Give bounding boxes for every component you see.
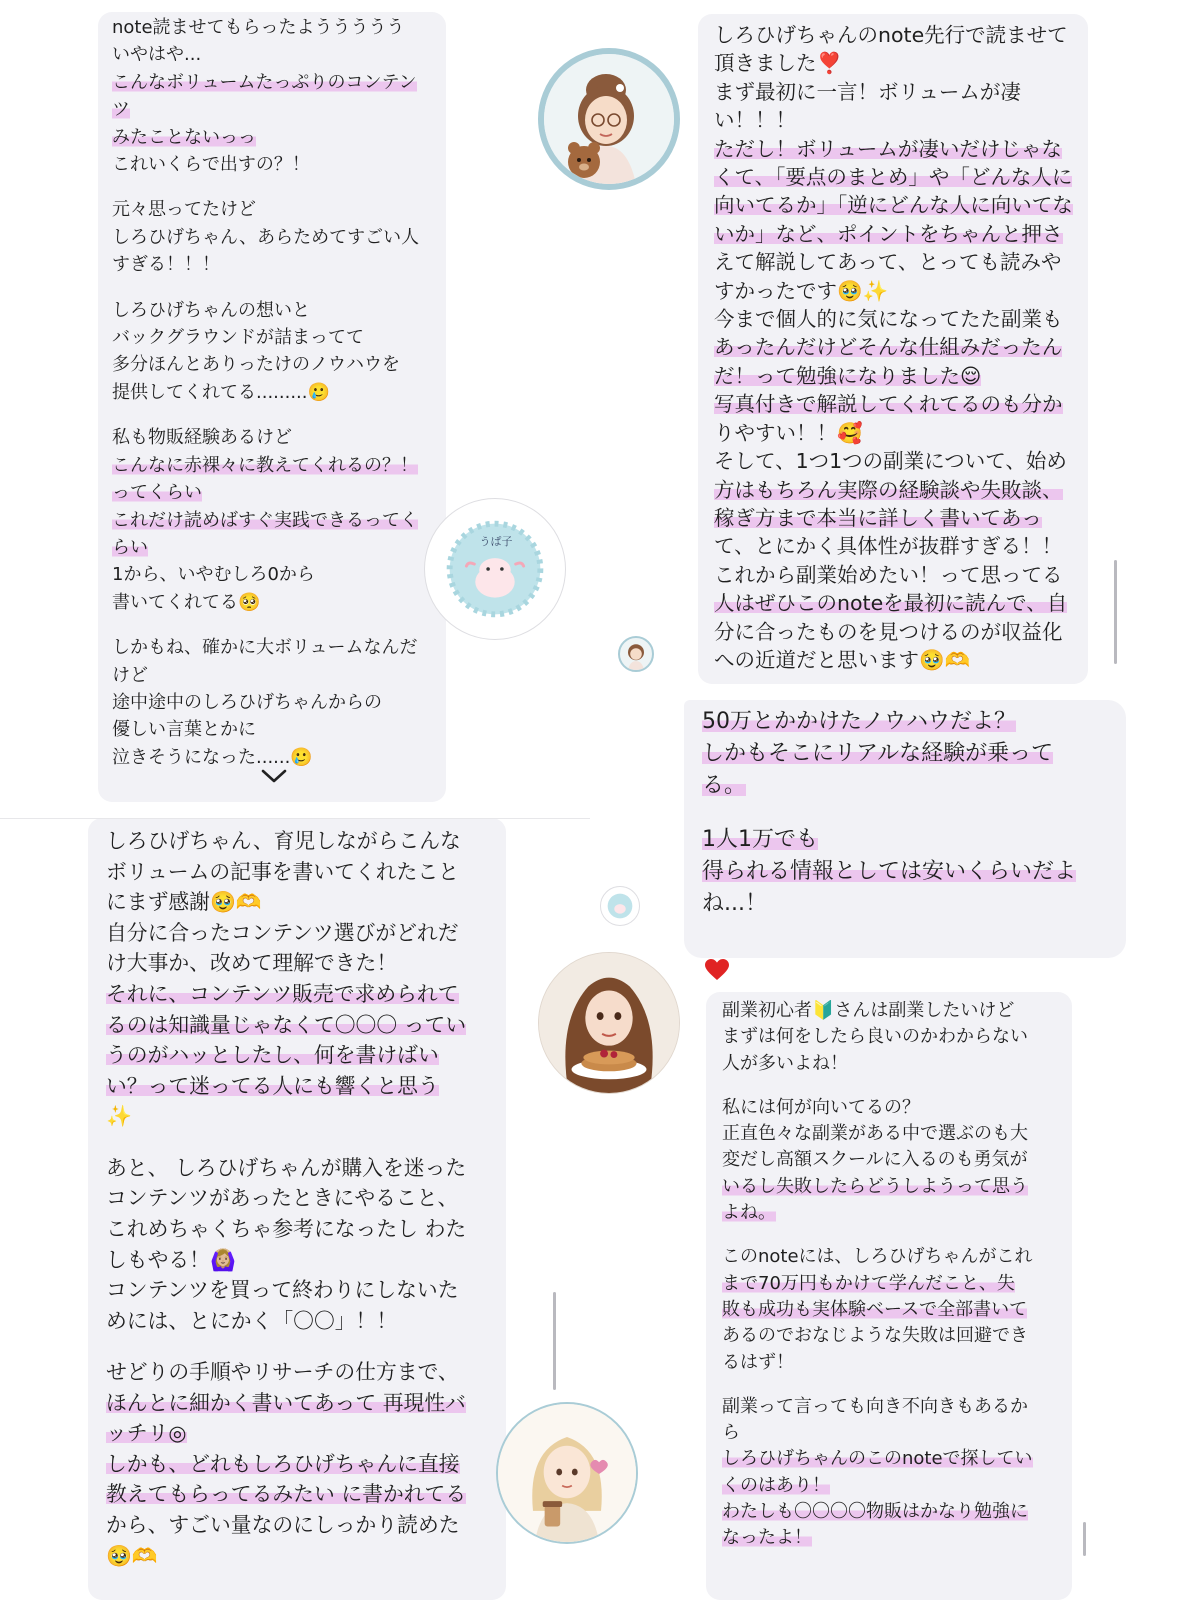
message-text: にまず感謝🥹🫶 (106, 890, 262, 915)
highlighted-text: まで70万円もかけて学んだこと、失 (722, 1272, 1015, 1294)
message-line (112, 561, 432, 588)
message-bubble-right-top[interactable] (698, 14, 1088, 684)
message-text: 副業って言っても向き不向きもあるか (722, 1395, 1028, 1417)
message-text: そして、1つ1つの副業について、始め (714, 449, 1067, 474)
message-line (106, 1132, 488, 1153)
message-line (722, 1174, 1056, 1200)
message-line (714, 419, 1072, 447)
message-text: しろひげちゃんの想いと (112, 299, 310, 321)
message-line (106, 1357, 488, 1388)
message-text: 元々思ってたけど (112, 199, 256, 221)
message-text: 優しい言葉とかに (112, 719, 256, 741)
message-line (112, 662, 432, 689)
message-line (112, 589, 432, 616)
message-line (112, 251, 432, 278)
message-line (722, 1473, 1056, 1499)
highlighted-text: 得られる情報としては安いくらいだよ (702, 859, 1077, 884)
message-line (722, 998, 1056, 1024)
highlighted-text: それに、コンテンツ販売で求められて (106, 981, 459, 1006)
message-text: りやすい！！🥰 (714, 420, 863, 445)
message-line (714, 305, 1072, 333)
message-line (722, 1024, 1056, 1050)
message-line (106, 1040, 488, 1071)
message-line (106, 1183, 488, 1214)
message-line (106, 1479, 488, 1510)
message-line (714, 476, 1072, 504)
message-text: めには、とにかく「〇〇」！！ (106, 1308, 398, 1333)
highlighted-text: ほんとに細かく書いてあって 再現性バ (106, 1390, 466, 1415)
message-line (714, 191, 1072, 219)
highlighted-text: る。 (702, 773, 747, 798)
message-line (722, 1420, 1056, 1446)
message-line (722, 1147, 1056, 1173)
highlighted-text: いるし失敗したらどうしようって思う (722, 1175, 1028, 1197)
message-text: ね...！ (702, 891, 767, 916)
message-line (714, 362, 1072, 390)
message-line (112, 279, 432, 297)
message-line (112, 507, 432, 534)
message-line (112, 424, 432, 451)
message-line (106, 826, 488, 857)
message-line (112, 716, 432, 743)
message-line (106, 1245, 488, 1276)
message-text: まず最初に一言！ボリュームが凄 (714, 79, 1021, 104)
message-line (112, 96, 432, 123)
message-line (702, 824, 1108, 856)
message-text: しろひげちゃん、育児しながらこんな (106, 829, 461, 853)
message-line (722, 1394, 1056, 1420)
message-line (702, 738, 1108, 770)
message-text: バックグラウンドが詰まってて (112, 327, 364, 349)
message-line (714, 163, 1072, 191)
message-text: 書いてくれてる🥺 (112, 591, 261, 613)
message-bubble-left-bottom[interactable] (88, 818, 506, 1600)
message-line (722, 1226, 1056, 1244)
message-line (722, 1525, 1056, 1551)
message-text: ら (722, 1422, 740, 1444)
message-line (702, 770, 1108, 802)
highlighted-text: こんなボリュームたっぷりのコンテン (112, 71, 417, 93)
message-text: 頂きました❣️ (714, 51, 843, 76)
message-line (112, 452, 432, 479)
message-text: まずは何をしたら良いのかわからない (722, 1026, 1028, 1048)
highlighted-text: らい (112, 536, 148, 558)
message-text: 🥹🫶 (106, 1543, 158, 1568)
message-line (112, 297, 432, 324)
message-line (702, 888, 1108, 920)
highlighted-text: くのはあり！ (722, 1474, 830, 1496)
highlighted-text: しかもそこにリアルな経験が乗って (702, 741, 1054, 766)
message-line (702, 706, 1108, 738)
message-text: すかったです🥹✨ (714, 278, 889, 303)
avatar-axolotl-badge[interactable] (424, 498, 566, 640)
message-line (714, 135, 1072, 163)
highlighted-text: い？って迷ってる人にも響くと思う (106, 1073, 439, 1098)
avatar-small-axolotl[interactable] (600, 886, 640, 926)
message-line (106, 1541, 488, 1572)
message-line (112, 151, 432, 178)
message-text: ボリュームの記事を書いてくれたこと (106, 859, 459, 884)
scrollbar-middle[interactable] (553, 1292, 556, 1390)
highlighted-text: るのは知識量じゃなくて〇〇〇 ってい (106, 1012, 467, 1037)
highlighted-text: あったんだけどそんな仕組みだったん (714, 335, 1063, 360)
message-text: コンテンツがあったときにやること、 (106, 1186, 459, 1211)
message-line (106, 1306, 488, 1337)
message-text: しかもね、確かに大ボリュームなんだ (112, 637, 418, 659)
message-text: 分に合ったものを見つけるのが収益化 (714, 619, 1063, 644)
message-line (112, 634, 432, 661)
message-line (106, 1010, 488, 1041)
message-text: これめちゃくちゃ参考になったし わた (106, 1216, 467, 1241)
message-text: しろひげちゃんのnote先行で読ませて (714, 23, 1068, 47)
message-line (722, 1499, 1056, 1525)
message-line (112, 379, 432, 406)
message-line (112, 14, 432, 41)
message-text: 提供してくれてる.........🥲 (112, 381, 330, 403)
message-text: すぎる！！！ (112, 254, 220, 276)
message-text: 途中途中のしろひげちゃんからの (112, 691, 382, 713)
message-line (722, 1095, 1056, 1121)
highlighted-text: ってくらい (112, 482, 202, 504)
highlighted-text: うのがハッとしたし、何を書けばい (106, 1043, 439, 1068)
message-line (722, 1297, 1056, 1323)
message-line (722, 1350, 1056, 1376)
highlighted-text: みたことないっっ (112, 126, 256, 148)
highlighted-text: こんなに赤裸々に教えてくれるの？！ (112, 454, 418, 476)
avatar-small-glasses-girl[interactable] (618, 636, 654, 672)
message-line (112, 124, 432, 151)
message-text: ✨ (106, 1104, 132, 1129)
section-divider (0, 818, 590, 819)
message-line (714, 390, 1072, 418)
highlighted-text: なったよ！ (722, 1527, 812, 1549)
highlighted-text: 写真付きで解説してくれてるのも分か (714, 392, 1063, 417)
message-text: このnoteには、しろひげちゃんがこれ (722, 1246, 1033, 1268)
message-text: しもやる！🙆🏼‍♀️ (106, 1247, 236, 1272)
message-line (106, 1071, 488, 1102)
message-line (702, 856, 1108, 888)
message-line (714, 589, 1072, 617)
message-text: 変だし高額スクールに入るのも勇気が (722, 1149, 1028, 1171)
highlighted-text: しかも、どれもしろひげちゃんに直接 (106, 1451, 460, 1476)
message-line (112, 534, 432, 561)
message-line (714, 21, 1072, 49)
highlighted-text: 人はぜひこのnoteを最初に読んで、自 (714, 591, 1068, 616)
scrollbar-right-bottom[interactable] (1083, 1522, 1086, 1556)
message-line (106, 1153, 488, 1184)
scrollbar-right-top[interactable] (1114, 560, 1117, 664)
message-text: note読ませてもらったよううううう (112, 17, 405, 38)
message-line (722, 1051, 1056, 1077)
message-text: しろひげちゃん、あらためてすごい人 (112, 226, 420, 248)
message-line (112, 351, 432, 378)
avatar-badge-text: うぱ子 (479, 535, 513, 548)
message-line (722, 1200, 1056, 1226)
highlighted-text: だ！って勉強になりました😌 (714, 363, 982, 388)
message-line (106, 948, 488, 979)
message-text: あと、 しろひげちゃんが購入を迷った (106, 1155, 467, 1180)
message-line (722, 1121, 1056, 1147)
message-line (106, 887, 488, 918)
message-line (714, 49, 1072, 77)
message-text: 私には何が向いてるの？ (722, 1096, 920, 1118)
message-text: 1から、いやむしろ0から (112, 564, 315, 586)
message-text: これいくらで出すの？！ (112, 154, 310, 176)
message-line (112, 616, 432, 634)
message-line (714, 532, 1072, 560)
message-line (722, 1376, 1056, 1394)
message-line (714, 333, 1072, 361)
message-line (714, 277, 1072, 305)
message-text: 副業初心者🔰さんは副業したいけど (722, 1000, 1015, 1021)
message-text: 私も物販経験あるけど (112, 427, 292, 449)
message-line (714, 106, 1072, 134)
message-text: けど (112, 664, 148, 686)
highlighted-text: 教えてもらってるみたい に書かれてる (106, 1482, 467, 1507)
message-line (112, 324, 432, 351)
highlighted-text: 向いてるか」「逆にどんな人に向いてな (714, 193, 1073, 218)
message-line (714, 447, 1072, 475)
message-text: 泣きそうになった......🥲 (112, 746, 313, 768)
message-text: えて解説してあって、とっても読みや (714, 250, 1062, 275)
message-line (106, 1388, 488, 1419)
message-line (714, 618, 1072, 646)
highlighted-text: くて、「要点のまとめ」や「どんな人に (714, 165, 1073, 190)
message-line (106, 1336, 488, 1357)
message-bubble-right-bottom[interactable] (706, 992, 1072, 1600)
highlighted-text: 50万とかかけたノウハウだよ？ (702, 709, 1016, 734)
message-line (106, 1101, 488, 1132)
message-bubble-left-top[interactable] (98, 12, 446, 802)
highlighted-text: わたしも〇〇〇〇物販はかなり勉強に (722, 1501, 1028, 1523)
message-line (106, 1510, 488, 1541)
message-line (722, 1244, 1056, 1270)
message-line (106, 1214, 488, 1245)
message-text: け大事か、改めて理解できた！ (106, 951, 398, 976)
message-line (714, 561, 1072, 589)
message-line (722, 1323, 1056, 1349)
message-line (714, 504, 1072, 532)
message-line (112, 196, 432, 223)
message-text: から、すごい量なのにしっかり読めた (106, 1513, 460, 1538)
highlighted-text: よね。 (722, 1202, 776, 1224)
highlighted-text: 敗も成功も実体験ベースで全部書いて (722, 1298, 1028, 1320)
highlighted-text: しろひげちゃんのこのnoteで探してい (722, 1448, 1033, 1470)
message-line (106, 1418, 488, 1449)
message-line (722, 1446, 1056, 1472)
message-line (112, 69, 432, 96)
message-line (714, 248, 1072, 276)
message-line (722, 1077, 1056, 1095)
message-text: 今まで個人的に気になってたた副業も (714, 307, 1063, 332)
message-text: あるのでおなじような失敗は回避でき (722, 1325, 1028, 1347)
message-line (714, 646, 1072, 674)
message-text: コンテンツを買って終わりにしないた (106, 1278, 459, 1303)
highlighted-text: 稼ぎ方まで本当に詳しく書いてあっ (714, 505, 1042, 530)
message-line (112, 178, 432, 196)
message-text: 多分ほんとありったけのノウハウを (112, 354, 400, 376)
message-line (106, 918, 488, 949)
message-text: せどりの手順やリサーチの仕方まで、 (106, 1360, 459, 1385)
message-line (702, 802, 1108, 824)
heart-icon (704, 958, 730, 982)
message-bubble-right-middle[interactable] (684, 700, 1126, 958)
message-text: これから副業始めたい！って思ってる (714, 562, 1063, 587)
highlighted-text: ッチリ◎ (106, 1421, 187, 1446)
message-text: 人が多いよね！ (722, 1052, 848, 1074)
message-line (112, 224, 432, 251)
message-line (106, 1275, 488, 1306)
message-line (722, 1271, 1056, 1297)
chevron-down-icon[interactable] (260, 766, 288, 786)
message-text: て、とにかく具体性が抜群すぎる！！ (714, 534, 1063, 559)
avatar-blonde-girl[interactable] (496, 1402, 638, 1544)
message-text: いやはや... (112, 44, 202, 66)
message-text: るはず！ (722, 1351, 794, 1373)
message-text: 自分に合ったコンテンツ選びがどれだ (106, 920, 459, 945)
message-line (112, 479, 432, 506)
highlighted-text: 1人1万でも (702, 827, 818, 852)
message-line (714, 78, 1072, 106)
message-line (106, 1449, 488, 1480)
highlighted-text: これだけ読めばすぐ実践できるってく (112, 509, 418, 531)
highlighted-text: いか」など、ポイントをちゃんと押さ (714, 221, 1063, 246)
message-text: い！！！ (714, 108, 796, 133)
avatar-longhair-girl[interactable] (538, 952, 680, 1094)
avatar-glasses-girl[interactable] (538, 48, 680, 190)
highlighted-text: ただし！ボリュームが凄いだけじゃな (714, 136, 1062, 161)
message-line (112, 689, 432, 716)
message-line (106, 979, 488, 1010)
message-line (106, 857, 488, 888)
message-line (714, 220, 1072, 248)
message-text: への近道だと思います🥹🫶 (714, 647, 971, 672)
message-text: 正直色々な副業がある中で選ぶのも大 (722, 1123, 1028, 1145)
message-line (112, 406, 432, 424)
message-line (112, 41, 432, 68)
highlighted-text: 方はもちろん実際の経験談や失敗談、 (714, 477, 1063, 502)
highlighted-text: ツ (112, 99, 130, 121)
